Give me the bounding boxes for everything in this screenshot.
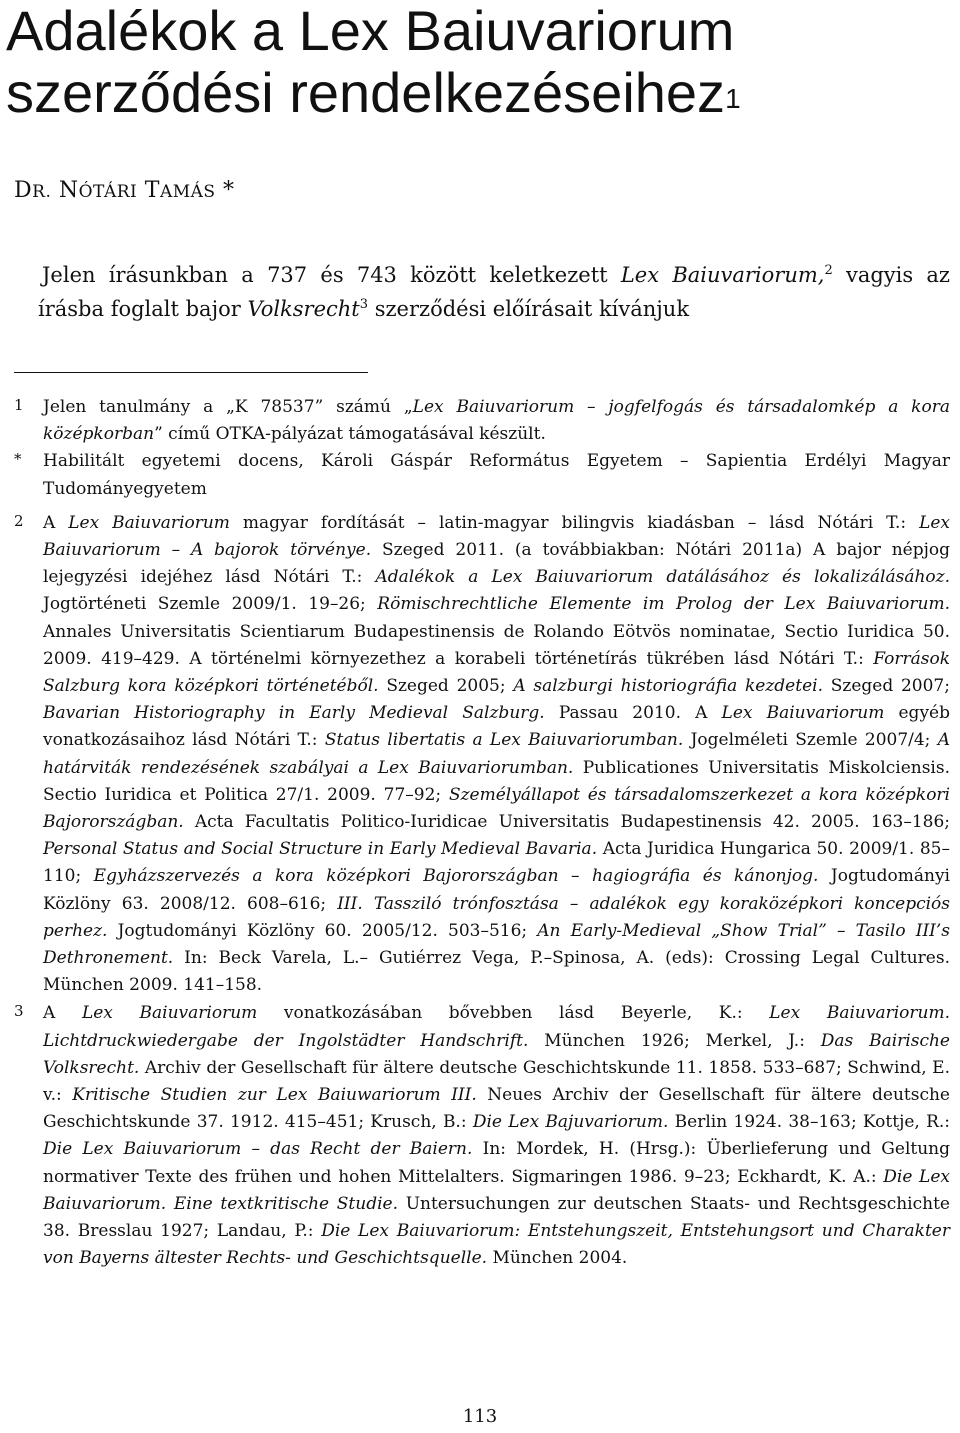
footnote-mark: 2 xyxy=(14,511,24,530)
footnote-text: Untersuchungen zur deutschen Staats- und Rechtsgeschichte 38. Bresslau 1927; Landau, P.: xyxy=(43,1193,950,1242)
author-footnote-mark: * xyxy=(223,178,235,203)
footnote-text: Szeged 2007; xyxy=(822,676,950,697)
footnote-text: Jelen tanulmány a „K 78537” számú „ xyxy=(43,397,413,417)
body-italic-run: Lex Baiuvariorum, xyxy=(620,263,825,287)
footnote-text: München 1926; Merkel, J.: xyxy=(528,1030,821,1051)
footnote-text: In: Beck Varela, L.– Gutiérrez Vega, P.–Spinosa, A. (eds): Crossing Legal Cultures. München 2009. 141–158. xyxy=(43,948,950,996)
body-paragraph xyxy=(38,258,950,326)
footnote-italic: Lex Baiuvariorum – A bajorok törvénye. xyxy=(43,512,950,561)
footnote-text: vonatkozásában bővebben lásd Beyerle, K.: xyxy=(257,1003,770,1024)
footnote-italic: Források Salzburg kora középkori történetéből. xyxy=(43,648,950,697)
footnote-text: Jogtudományi Közlöny 63. 2008/12. 608–616; xyxy=(43,866,950,914)
footnote-mark: * xyxy=(14,450,22,469)
footnote-2 xyxy=(14,510,950,1000)
footnote-text: Annales Universitatis Scientiarum Budapestinensis de Rolando Eötvös nominatae, Sectio Iuridica 50. 2009. 419–429. A történelmi környezethez a korabeli történetírás tükrében lásd Nótári T.: xyxy=(43,621,950,669)
footnote-italic: Personal Status and Social Structure in Early Medieval Bavaria. xyxy=(43,839,598,860)
footnote-text: magyar fordítását – latin-magyar bilingvis kiadásban – lásd Nótári T.: xyxy=(229,512,920,533)
footnote-italic: Személyállapot és társadalomszerkezet a kora középkori Bajorországban. xyxy=(43,784,950,833)
footnote-text: Jogelméleti Szemle 2007/4; xyxy=(683,730,938,751)
footnote-italic: Status libertatis a Lex Baiuvariorumban. xyxy=(324,730,684,751)
footnote-text: Berlin 1924. 38–163; Kottje, R.: xyxy=(668,1112,950,1133)
author-prefix-rest: R. xyxy=(32,182,52,202)
body-text-run: vagyis az írásba foglalt bajor xyxy=(38,263,950,321)
footnote-text: Jogtudományi Közlöny 60. 2005/12. 503–516; xyxy=(107,920,538,941)
footnote-italic: Lex Baiuvariorum xyxy=(68,512,230,533)
footnote-text: ” című OTKA-pályázat támogatásával készült. xyxy=(154,424,546,445)
footnote-italic: A salzburgi historiográfia kezdetei. xyxy=(513,676,823,697)
title-footnote-mark: 1 xyxy=(725,83,741,114)
body-text-run: Jelen írásunkban a 737 és 743 között keletkezett xyxy=(42,263,621,287)
footnote-italic: Lex Baiuvariorum – jogfelfogás és társadalomkép a kora középkorban xyxy=(43,397,950,445)
body-text-run: szerződési előírásait kívánjuk xyxy=(368,297,690,321)
footnote-italic: Egyházszervezés a kora középkori Bajorországban – hagiográfia és kánonjog. xyxy=(93,866,819,887)
footnote-separator xyxy=(14,372,368,373)
title-line-2: szerződési rendelkezéseihez xyxy=(6,61,726,124)
author-surname-initial: N xyxy=(58,178,79,203)
footnote-text: München 2004. xyxy=(487,1248,628,1269)
footnote-italic: Die Lex Baiuvariorum: Entstehungszeit, Entstehungsort und Charakter von Bayerns ältester Rechts- und Geschichtsquelle. xyxy=(43,1221,950,1269)
body-text xyxy=(38,258,950,326)
footnote-italic: Die Lex Baiuvariorum. Eine textkritische Studie. xyxy=(43,1166,950,1214)
footnote-italic: Lex Baiuvariorum xyxy=(721,703,885,724)
footnote-italic: Lex Baiuvariorum xyxy=(81,1003,258,1024)
footnote-italic: An Early-Medieval „Show Trial” – Tasilo III’s Dethronement. xyxy=(43,920,951,969)
body-italic-run: Volksrecht xyxy=(247,297,360,321)
footnote-3 xyxy=(14,1000,950,1272)
author-line xyxy=(14,178,235,203)
footnote-text: Neues Archiv der Gesellschaft für ältere deutsche Geschichtskunde 37. 1912. 415–451; Krusch, B.: xyxy=(43,1085,950,1133)
author-prefix-initial: D xyxy=(14,178,33,203)
title-line-1: Adalékok a Lex Baiuvariorum xyxy=(6,0,735,62)
footnote-text: Acta Juridica Hungarica 50. 2009/1. 85–110; xyxy=(43,839,950,887)
article-title xyxy=(6,0,956,134)
footnote-text: Publicationes Universitatis Miskolciensis. Sectio Iuridica et Politica 27/1. 2009. 77–92; xyxy=(43,757,950,805)
footnote-italic: Die Lex Baiuvariorum – das Recht der Baiern. xyxy=(43,1139,473,1160)
footnote-italic: Das Bairische Volksrecht. xyxy=(43,1030,950,1078)
page-number: 113 xyxy=(462,1406,498,1427)
footnote-italic: A határviták rendezésének szabályai a Lex Baiuvariorumban. xyxy=(43,730,950,778)
footnote-text: Archiv der Gesellschaft für ältere deutsche Geschichtskunde 11. 1858. 533–687; Schwind, E. v.: xyxy=(43,1057,950,1106)
author-given-rest: AMÁS xyxy=(159,182,216,202)
footnote-mark: 1 xyxy=(14,396,24,414)
footnote-ref-3[interactable]: 3 xyxy=(359,297,369,312)
footnote-text: Jogtörténeti Szemle 2009/1. 19–26; xyxy=(43,594,378,615)
footnote-text: A xyxy=(43,1003,82,1024)
footnote-italic: Adalékok a Lex Baiuvariorum datálásához és lokalizálásához. xyxy=(375,567,951,588)
footnote-ref-2[interactable]: 2 xyxy=(824,263,833,278)
footnote-italic: Bavarian Historiography in Early Medieval Salzburg. xyxy=(43,703,545,724)
footnote-1 xyxy=(14,394,950,448)
footnote-italic: Die Lex Bajuvariorum. xyxy=(472,1112,669,1133)
footnote-italic: Lex Baiuvariorum. Lichtdruckwiedergabe der Ingolstädter Handschrift. xyxy=(43,1003,950,1051)
footnote-text: Passau 2010. A xyxy=(544,703,722,724)
footnote-text: Szeged 2011. (a továbbiakban: Nótári 2011a) A bajor népjog lejegyzési idejéhez lásd Nótári T.: xyxy=(43,540,951,588)
author-given-initial: T xyxy=(144,178,160,203)
footnote-italic: Kritische Studien zur Lex Baiuwariorum III. xyxy=(72,1085,477,1106)
footnote-text: egyéb vonatkozásaihoz lásd Nótári T.: xyxy=(43,703,950,751)
footnote-italic: III. Tassziló trónfosztása – adalékok egy koraközépkori koncepciós perhez. xyxy=(43,893,950,941)
footnote-text: Szeged 2005; xyxy=(378,676,514,697)
footnote-mark: 3 xyxy=(14,1002,24,1021)
footnote-text: Habilitált egyetemi docens, Károli Gáspár Református Egyetem – Sapientia Erdélyi Magyar Tudományegyetem xyxy=(43,451,950,499)
footnotes xyxy=(14,394,950,1273)
footnote-star xyxy=(14,448,950,502)
author-surname-rest: ÓTÁRI xyxy=(78,182,138,202)
footnote-text: In: Mordek, H. (Hrsg.): Überlieferung und Geltung normativer Texte des frühen und hohen Mittelalters. Sigmaringen 1986. 9–23; Eckhardt, K. A.: xyxy=(43,1139,950,1187)
footnote-text: A xyxy=(43,512,69,533)
footnote-text: Acta Facultatis Politico-Iuridicae Universitatis Budapestinensis 42. 2005. 163–186; xyxy=(183,812,950,833)
footnote-italic: Römischrechtliche Elemente im Prolog der Lex Baiuvariorum. xyxy=(377,594,950,615)
